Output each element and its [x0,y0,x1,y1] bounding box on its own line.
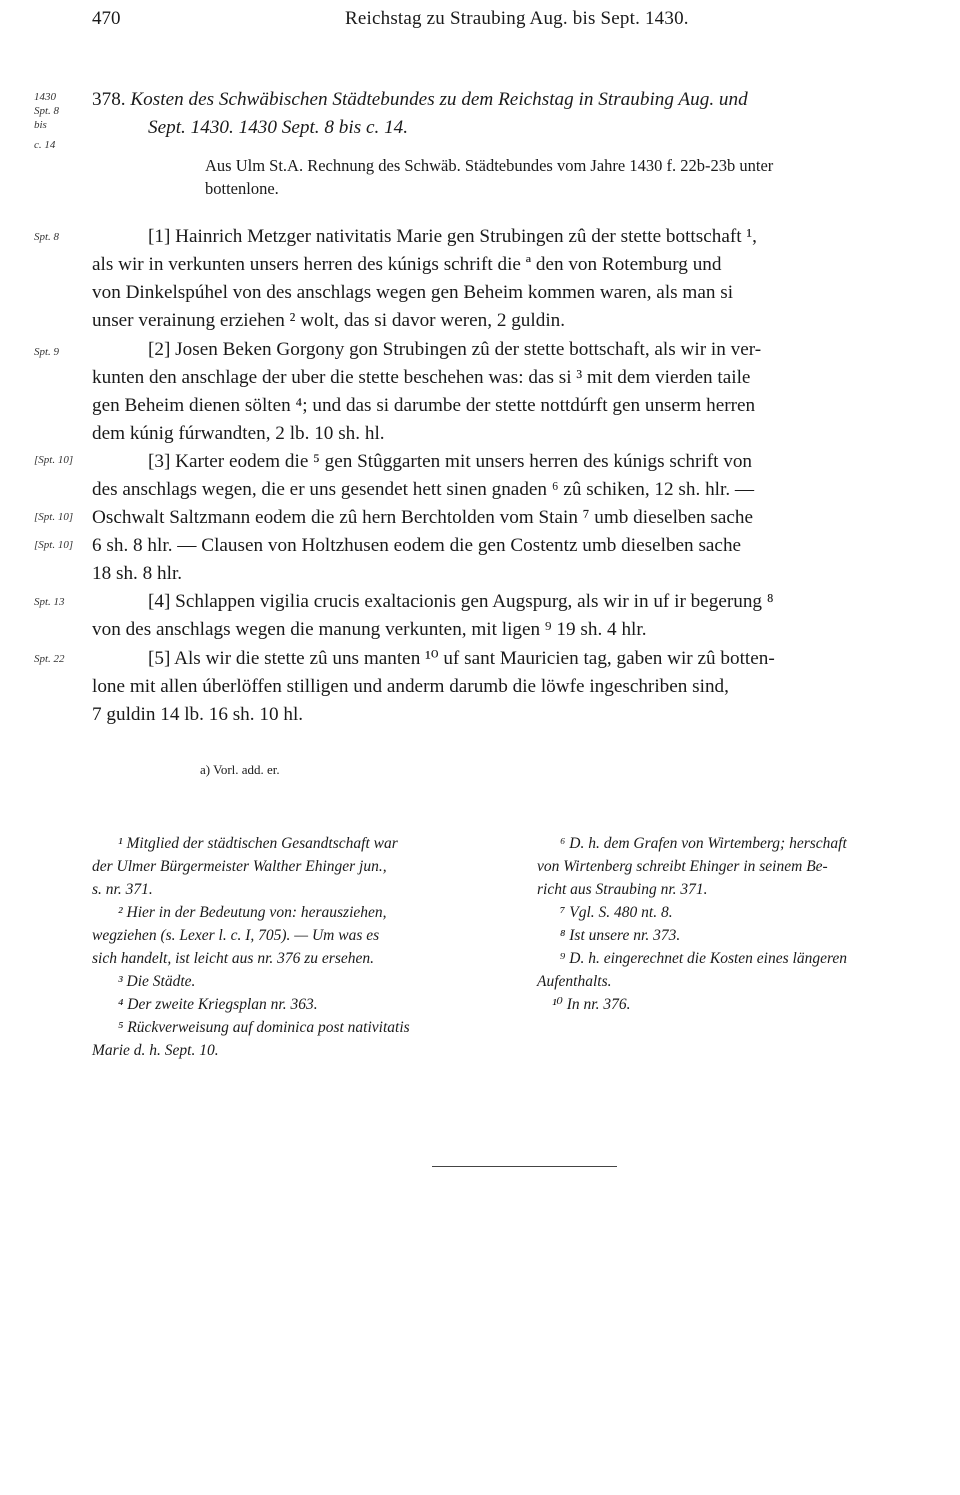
footnote-line: ² Hier in der Bedeutung von: herausziehen, [118,904,387,921]
footnote-line: s. nr. 371. [92,881,153,898]
entry-margin-date-3: bis [34,119,47,131]
entry-number: 378. [92,89,126,110]
body-line: 6 sh. 8 hlr. — Clausen von Holtzhusen eodem die gen Costentz umb dieselben sache [92,535,742,556]
variant-note: a) Vorl. add. er. [200,762,280,777]
margin-date: [Spt. 10] [34,539,74,551]
body-line: lone mit allen úberlöffen stilligen und anderm darumb die löwfe ingeschriben sind, [92,676,729,697]
entry-margin-date-1: 1430 [34,91,56,103]
bottom-rule [432,1166,617,1167]
margin-date: Spt. 9 [34,346,60,358]
body-line: [3] Karter eodem die ⁵ gen Stûggarten mit unsers herren des kúnigs schrift von [148,451,753,472]
footnote-line: Aufenthalts. [537,973,612,990]
entry-margin-date-2: Spt. 8 [34,105,60,117]
body-line: 18 sh. 8 hlr. [92,563,183,584]
margin-date: [Spt. 10] [34,454,74,466]
entry-margin-date-4: c. 14 [34,139,56,151]
entry-title-line-2: Sept. 1430. 1430 Sept. 8 bis c. 14. [148,117,409,138]
entry-title-line-1: Kosten des Schwäbischen Städtebundes zu dem Reichstag in Straubing Aug. und [130,89,748,110]
running-head: Reichstag zu Straubing Aug. bis Sept. 1430. [345,8,689,29]
body-line: gen Beheim dienen sölten ⁴; und das si darumbe der stette nottdúrft gen unserm herren [92,395,756,416]
footnote-line: Marie d. h. Sept. 10. [92,1042,219,1059]
footnote-line: ³ Die Städte. [118,973,196,990]
body-line: [4] Schlappen vigilia crucis exaltacionis gen Augspurg, als wir in uf ir begerung ⁸ [148,591,774,612]
margin-date: Spt. 13 [34,596,65,608]
body-line: Oschwalt Saltzmann eodem die zû hern Berchtolden vom Stain ⁷ umb dieselben sache [92,507,754,528]
footnote-line: ¹ Mitglied der städtischen Gesandtschaft war [118,835,398,852]
body-line: [5] Als wir die stette zû uns manten ¹⁰ uf sant Mauricien tag, gaben wir zû botten- [148,648,775,669]
footnote-line: richt aus Straubing nr. 371. [537,881,708,898]
page-number: 470 [92,8,121,29]
footnote-line: ⁸ Ist unsere nr. 373. [560,927,681,944]
footnote-line: ⁷ Vgl. S. 480 nt. 8. [560,904,673,921]
footnote-line: ⁵ Rückverweisung auf dominica post nativitatis [118,1019,410,1036]
footnote-line: ⁶ D. h. dem Grafen von Wirtemberg; herschaft [560,835,847,852]
source-line-1: Aus Ulm St.A. Rechnung des Schwäb. Städtebundes vom Jahre 1430 f. 22b-23b unter [205,156,774,175]
margin-date: [Spt. 10] [34,511,74,523]
margin-date: Spt. 22 [34,653,65,665]
page-header [0,8,960,34]
body-line: [2] Josen Beken Gorgony gon Strubingen zû der stette bottschaft, als wir in ver- [148,339,762,360]
footnote-line: der Ulmer Bürgermeister Walther Ehinger jun., [92,858,387,875]
body-line: dem kúnig fúrwandten, 2 lb. 10 sh. hl. [92,423,385,444]
body-line: als wir in verkunten unsers herren des kúnigs schrift die ª den von Rotemburg und [92,254,722,275]
body-line: kunten den anschlage der uber die stette beschehen was: das si ³ mit dem vierden taile [92,367,751,388]
body-line: unser verainung erziehen ² wolt, das si davor weren, 2 guldin. [92,310,566,331]
margin-date: Spt. 8 [34,231,60,243]
body-line: 7 guldin 14 lb. 16 sh. 10 hl. [92,704,304,725]
source-line-2: bottenlone. [205,179,279,198]
footnote-line: sich handelt, ist leicht aus nr. 376 zu ersehen. [92,950,374,967]
body-line: von Dinkelspúhel von des anschlags wegen gen Beheim kommen waren, als man si [92,282,734,303]
footnote-line: ¹⁰ In nr. 376. [552,996,631,1013]
body-line: von des anschlags wegen die manung verkunten, mit ligen ⁹ 19 sh. 4 hlr. [92,619,647,640]
footnote-line: von Wirtenberg schreibt Ehinger in seinem Be- [537,858,828,875]
footnote-line: ⁴ Der zweite Kriegsplan nr. 363. [118,996,318,1013]
body-line: des anschlags wegen, die er uns gesendet hett sinen gnaden ⁶ zû schiken, 12 sh. hlr. — [92,479,755,500]
footnote-line: ⁹ D. h. eingerechnet die Kosten eines längeren [560,950,848,967]
entry-heading [92,88,958,112]
footnote-line: wegziehen (s. Lexer l. c. I, 705). — Um was es [92,927,380,944]
body-line: [1] Hainrich Metzger nativitatis Marie gen Strubingen zû der stette bottschaft ¹, [148,226,757,247]
